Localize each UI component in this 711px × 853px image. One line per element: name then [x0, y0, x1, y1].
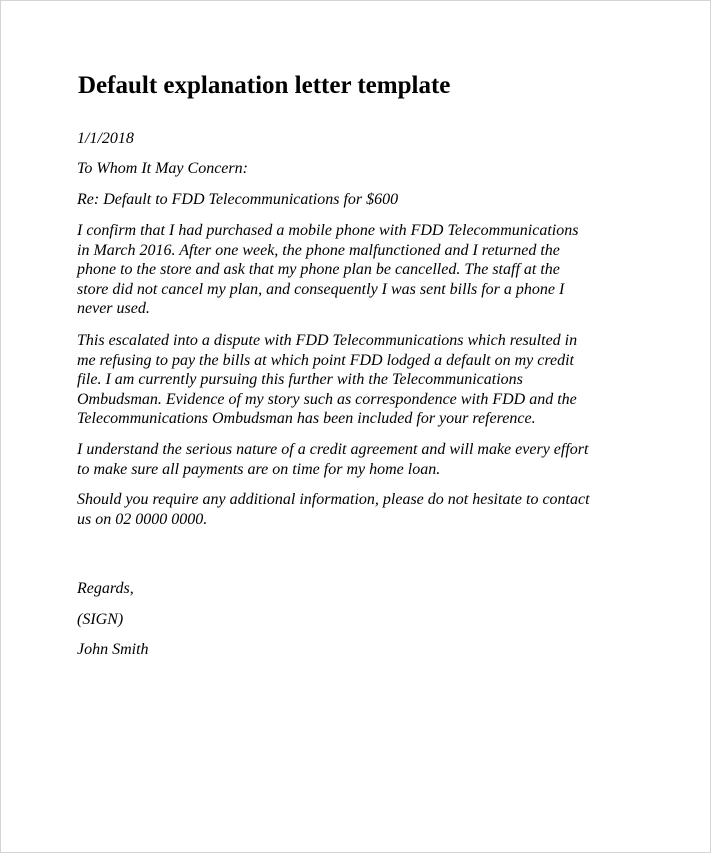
paragraph-line: I confirm that I had purchased a mobile phone with FDD Telecommunications	[77, 222, 579, 239]
letter-salutation: To Whom It May Concern:	[77, 160, 248, 177]
paragraph-line: Ombudsman. Evidence of my story such as correspondence with FDD and the	[77, 390, 577, 408]
paragraph-line: I understand the serious nature of a credit agreement and will make every effort	[77, 441, 589, 458]
paragraph-line: file. I am currently pursuing this further with the Telecommunications	[77, 371, 523, 388]
body-paragraph-3	[77, 440, 637, 479]
paragraph-line: phone to the store and ask that my phone plan be cancelled. The staff at the	[77, 261, 560, 278]
paragraph-line: in March 2016. After one week, the phone malfunctioned and I returned the	[77, 241, 560, 259]
letter-date: 1/1/2018	[77, 130, 134, 147]
paragraph-line: us on 02 0000 0000.	[77, 510, 208, 528]
paragraph-line: Telecommunications Ombudsman has been included for your reference.	[77, 410, 536, 427]
letter-subject: Re: Default to FDD Telecommunications for $600	[77, 191, 399, 208]
signer-name: John Smith	[77, 641, 149, 658]
paragraph-line: This escalated into a dispute with FDD Telecommunications which resulted in	[77, 332, 578, 349]
paragraph-line: store did not cancel my plan, and consequently I was sent bills for a phone I	[77, 280, 565, 298]
body-paragraph-4	[77, 490, 637, 529]
document-title: Default explanation letter template	[78, 72, 451, 99]
paragraph-line: me refusing to pay the bills at which point FDD lodged a default on my credit	[77, 351, 574, 369]
signature-placeholder: (SIGN)	[77, 611, 124, 628]
paragraph-line: Should you require any additional information, please do not hesitate to contact	[77, 491, 590, 508]
letter-closing: Regards,	[77, 580, 134, 597]
body-paragraph-2	[77, 331, 637, 429]
body-paragraph-1	[77, 221, 637, 319]
paragraph-line: never used.	[77, 300, 150, 317]
paragraph-line: to make sure all payments are on time for my home loan.	[77, 460, 441, 478]
